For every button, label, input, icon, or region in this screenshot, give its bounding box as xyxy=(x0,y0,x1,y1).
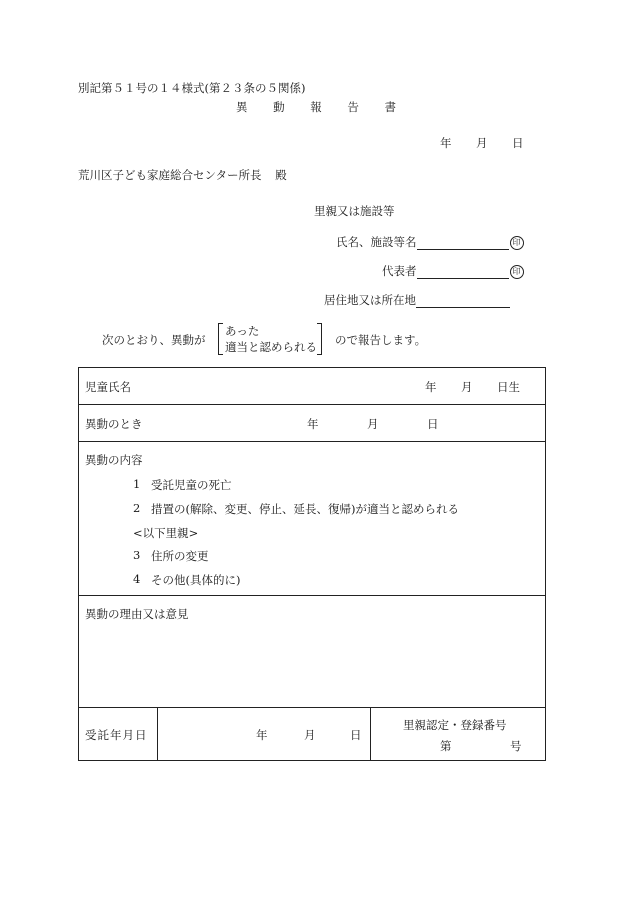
address-line xyxy=(324,292,510,308)
cert-prefix: 第 xyxy=(440,739,452,753)
birth-day: 日生 xyxy=(497,380,520,394)
cert-suffix: 号 xyxy=(510,739,522,753)
content-row xyxy=(79,442,546,596)
reason-row xyxy=(79,596,546,708)
child-name-label: 児童氏名 xyxy=(85,380,131,394)
receipt-label: 受託年月日 xyxy=(85,728,148,742)
name-label: 氏名、施設等名 xyxy=(336,235,417,249)
change-year: 年 xyxy=(307,417,319,431)
item-number: 3 xyxy=(133,548,141,562)
receipt-month: 月 xyxy=(304,728,316,742)
date-day: 日 xyxy=(512,136,524,150)
title-char: 告 xyxy=(347,100,359,114)
item-text: その他(具体的に) xyxy=(151,573,241,587)
birth-month: 月 xyxy=(461,380,473,394)
item-text: 措置の(解除、変更、停止、延長、復帰)が適当と認められる xyxy=(151,502,459,516)
document-title xyxy=(236,99,396,115)
change-day: 日 xyxy=(427,417,439,431)
seal-icon: 印 xyxy=(510,236,524,250)
rep-line xyxy=(382,263,524,279)
receipt-row xyxy=(79,708,546,761)
content-label: 異動の内容 xyxy=(85,453,143,467)
addressee-name: 荒川区子ども家庭総合センター所長 xyxy=(78,168,262,182)
item-number: 4 xyxy=(133,572,141,586)
title-char: 異 xyxy=(236,100,248,114)
addressee xyxy=(78,167,287,183)
receipt-day: 日 xyxy=(350,728,362,742)
title-char: 動 xyxy=(273,100,285,114)
item-text: 受託児童の死亡 xyxy=(151,478,232,492)
date-month: 月 xyxy=(476,136,488,150)
statement-option-1: あった xyxy=(225,324,260,338)
statement-prefix: 次のとおり、異動が xyxy=(102,333,206,347)
cert-label: 里親認定・登録番号 xyxy=(403,718,507,732)
change-date-row xyxy=(79,405,546,442)
receipt-year: 年 xyxy=(256,728,268,742)
bracket-right xyxy=(317,323,322,355)
item-number: 2 xyxy=(133,501,141,515)
addressee-honorific: 殿 xyxy=(275,168,287,182)
form-number: 別記第５１号の１４様式(第２３条の５関係) xyxy=(78,81,306,95)
title-char: 書 xyxy=(384,100,396,114)
item-text: 住所の変更 xyxy=(151,549,209,563)
item-number: 1 xyxy=(133,477,141,491)
item-text: <以下里親> xyxy=(133,526,199,540)
name-blank[interactable] xyxy=(417,236,509,250)
child-name-row xyxy=(79,368,546,405)
birth-year: 年 xyxy=(425,380,437,394)
reason-label: 異動の理由又は意見 xyxy=(85,607,189,621)
statement-suffix: ので報告します。 xyxy=(335,333,427,347)
change-date-label: 異動のとき xyxy=(85,417,143,431)
rep-label: 代表者 xyxy=(382,264,417,278)
date-year: 年 xyxy=(440,136,452,150)
report-table xyxy=(78,367,546,761)
address-blank[interactable] xyxy=(416,294,510,308)
title-char: 報 xyxy=(310,100,322,114)
rep-blank[interactable] xyxy=(417,265,509,279)
seal-icon: 印 xyxy=(510,265,524,279)
statement-option-2: 適当と認められる xyxy=(225,340,317,354)
name-line xyxy=(336,234,524,250)
reporter-heading: 里親又は施設等 xyxy=(314,204,395,218)
cert-divider xyxy=(370,708,371,760)
address-label: 居住地又は所在地 xyxy=(324,293,416,307)
bracket-left xyxy=(218,323,223,355)
change-month: 月 xyxy=(367,417,379,431)
